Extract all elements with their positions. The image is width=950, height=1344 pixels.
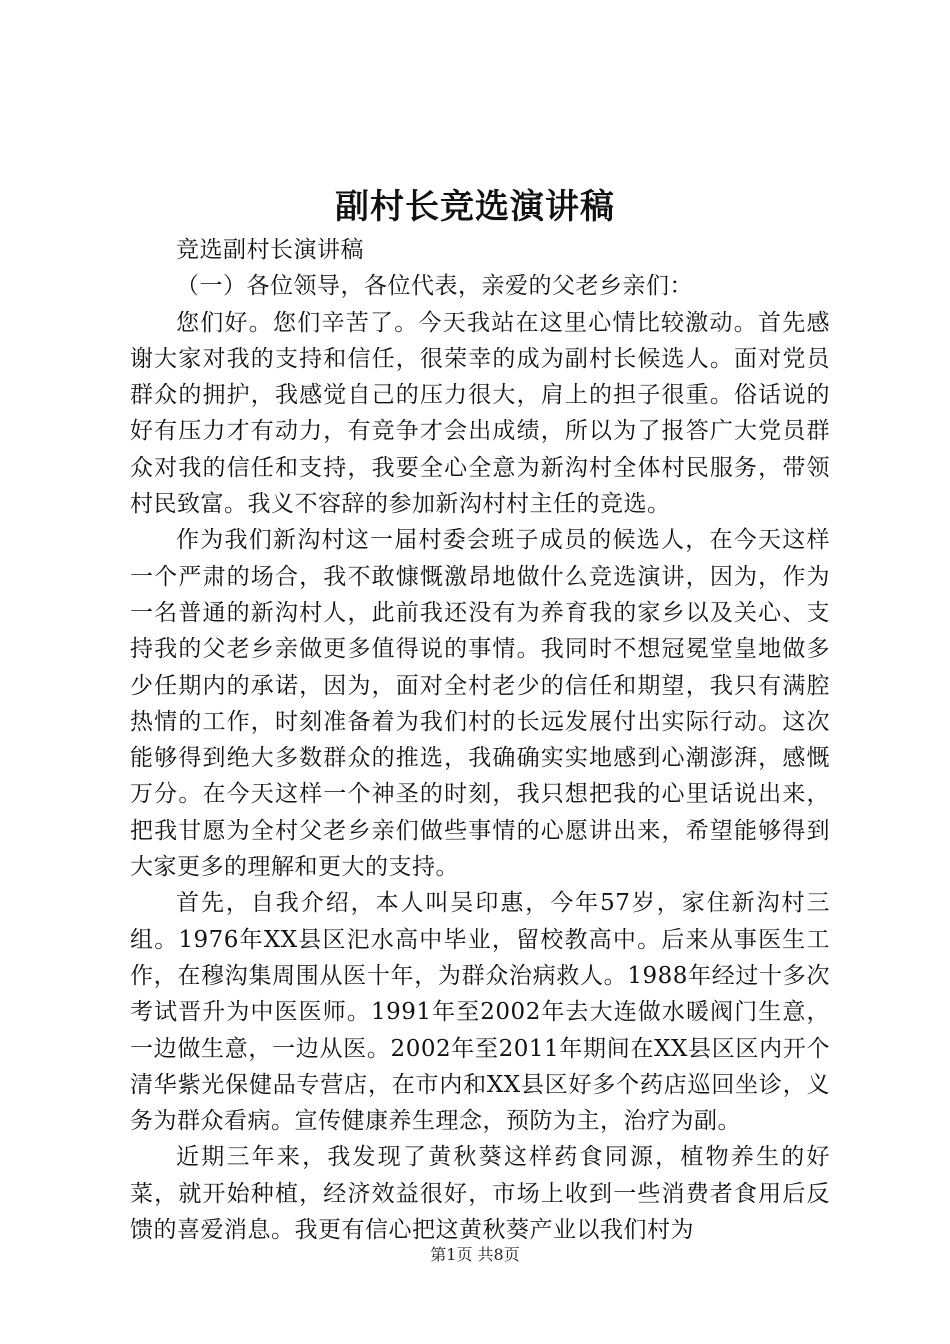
paragraph-subtitle: 竞选副村长演讲稿 [176,237,364,263]
paragraph-self-introduction: 首先，自我介绍，本人叫吴印惠，今年57岁，家住新沟村三组。1976年XX县区汜水高中毕业，留校教高中。后来从事医生工作，在穆沟集周围从医十年，为群众治病救人。1988年经过十多次考试晋升为中医医师。1991年至2002年去大连做水暖阀门生意，一边做生意，一边从医。2002年至2011年期间在XX县区区内开个清华紫光保健品专营店，在市内和XX县区好多个药店巡回坐诊，义务为群众看病。宣传健康养生理念，预防为主，治疗为副。 [130,890,830,1135]
paragraph-greeting: 您们好。您们辛苦了。今天我站在这里心情比较激动。首先感谢大家对我的支持和信任，很荣幸的成为副村长候选人。面对党员群众的拥护，我感觉自己的压力很大，肩上的担子很重。俗话说的好有压力才有动力，有竞争才会出成绩，所以为了报答广大党员群众对我的信任和支持，我要全心全意为新沟村全体村民服务，带领村民致富。我义不容辞的参加新沟村村主任的竞选。 [130,309,830,518]
document-title: 副村长竞选演讲稿 [335,187,615,227]
paragraph-okra-business: 近期三年来，我发现了黄秋葵这样药食同源，植物养生的好菜，就开始种植，经济效益很好，市场上收到一些消费者食用后反馈的喜爱消息。我更有信心把这黄秋葵产业以我们村为 [130,1144,830,1244]
paragraph-candidacy: 作为我们新沟村这一届村委会班子成员的候选人，在今天这样一个严肃的场合，我不敢慷慨激昂地做什么竞选演讲，因为，作为一名普通的新沟村人，此前我还没有为养育我的家乡以及关心、支持我的父老乡亲做更多值得说的事情。我同时不想冠冕堂皇地做多少任期内的承诺，因为，面对全村老少的信任和期望，我只有满腔热情的工作，时刻准备着为我们村的长远发展付出实际行动。这次能够得到绝大多数群众的推选，我确确实实地感到心潮澎湃，感慨万分。在今天这样一个神圣的时刻，我只想把我的心里话说出来，把我甘愿为全村父老乡亲们做些事情的心愿讲出来，希望能够得到大家更多的理解和更大的支持。 [130,527,830,881]
page-number-footer: 第1页 共8页 [430,1245,520,1264]
document-body [130,232,830,1248]
paragraph-salutation: （一）各位领导，各位代表，亲爱的父老乡亲们： [176,273,693,300]
